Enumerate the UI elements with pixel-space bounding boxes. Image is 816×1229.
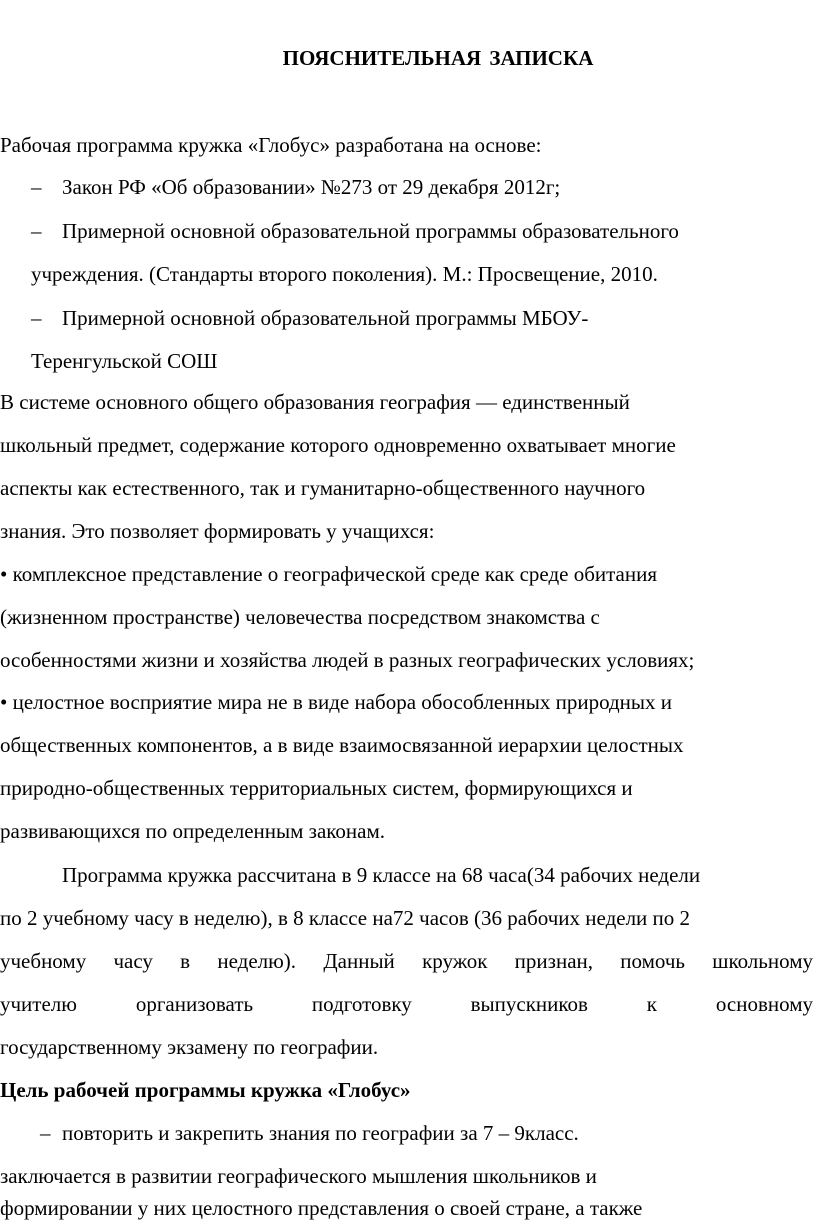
dash-marker: – bbox=[31, 306, 42, 330]
para1-line: школьный предмет, содержание которого одновременно охватывает многие bbox=[0, 433, 676, 457]
page-title: ПОЯСНИТЕЛЬНАЯ ЗАПИСКА bbox=[282, 46, 594, 70]
para2-line: Программа кружка рассчитана в 9 классе на 68 часа(34 рабочих недели bbox=[62, 863, 701, 887]
closing-line: заключается в развитии географического мышления школьников и bbox=[0, 1164, 597, 1188]
basis-item-2-line-1: Примерной основной образовательной программы образовательного bbox=[62, 219, 679, 243]
para1-line: В системе основного общего образования география — единственный bbox=[0, 390, 630, 414]
para1-line: аспекты как естественного, так и гуманитарно-общественного научного bbox=[0, 476, 646, 500]
bullet-line: • комплексное представление о географической среде как среде обитания bbox=[0, 562, 658, 586]
dash-marker: – bbox=[31, 175, 42, 199]
basis-item-3-line-1: Примерной основной образовательной программы МБОУ- bbox=[62, 306, 589, 330]
para1-line: знания. Это позволяет формировать у учащихся: bbox=[0, 519, 435, 543]
bullet-line: общественных компонентов, а в виде взаимосвязанной иерархии целостных bbox=[0, 733, 684, 757]
basis-item-2-line-2: учреждения. (Стандарты второго поколения). М.: Просвещение, 2010. bbox=[31, 262, 658, 286]
intro-text: Рабочая программа кружка «Глобус» разработана на основе: bbox=[0, 133, 542, 157]
para2-line: учебному часу в неделю). Данный кружок признан, помочь школьному bbox=[0, 949, 813, 973]
dash-marker: – bbox=[31, 219, 42, 243]
closing-line: формировании у них целостного представления о своей стране, а также bbox=[0, 1196, 643, 1220]
goal-heading: Цель рабочей программы кружка «Глобус» bbox=[0, 1078, 411, 1102]
para2-line: государственному экзамену по географии. bbox=[0, 1035, 379, 1059]
bullet-line: (жизненном пространстве) человечества посредством знакомства с bbox=[0, 605, 600, 629]
bullet-line: развивающихся по определенным законам. bbox=[0, 819, 386, 843]
goal-item: повторить и закрепить знания по географии за 7 – 9класс. bbox=[62, 1121, 579, 1145]
basis-item-1: Закон РФ «Об образовании» №273 от 29 декабря 2012г; bbox=[62, 175, 561, 199]
para2-line: учителю организовать подготовку выпускников к основному bbox=[0, 992, 813, 1016]
bullet-line: • целостное восприятие мира не в виде набора обособленных природных и bbox=[0, 690, 672, 714]
dash-marker: – bbox=[40, 1121, 51, 1145]
bullet-line: особенностями жизни и хозяйства людей в разных географических условиях; bbox=[0, 648, 695, 672]
basis-item-3-line-2: Теренгульской СОШ bbox=[31, 349, 218, 373]
para2-line: по 2 учебному часу в неделю), в 8 классе на72 часов (36 рабочих недели по 2 bbox=[0, 906, 691, 930]
bullet-line: природно-общественных территориальных систем, формирующихся и bbox=[0, 776, 633, 800]
